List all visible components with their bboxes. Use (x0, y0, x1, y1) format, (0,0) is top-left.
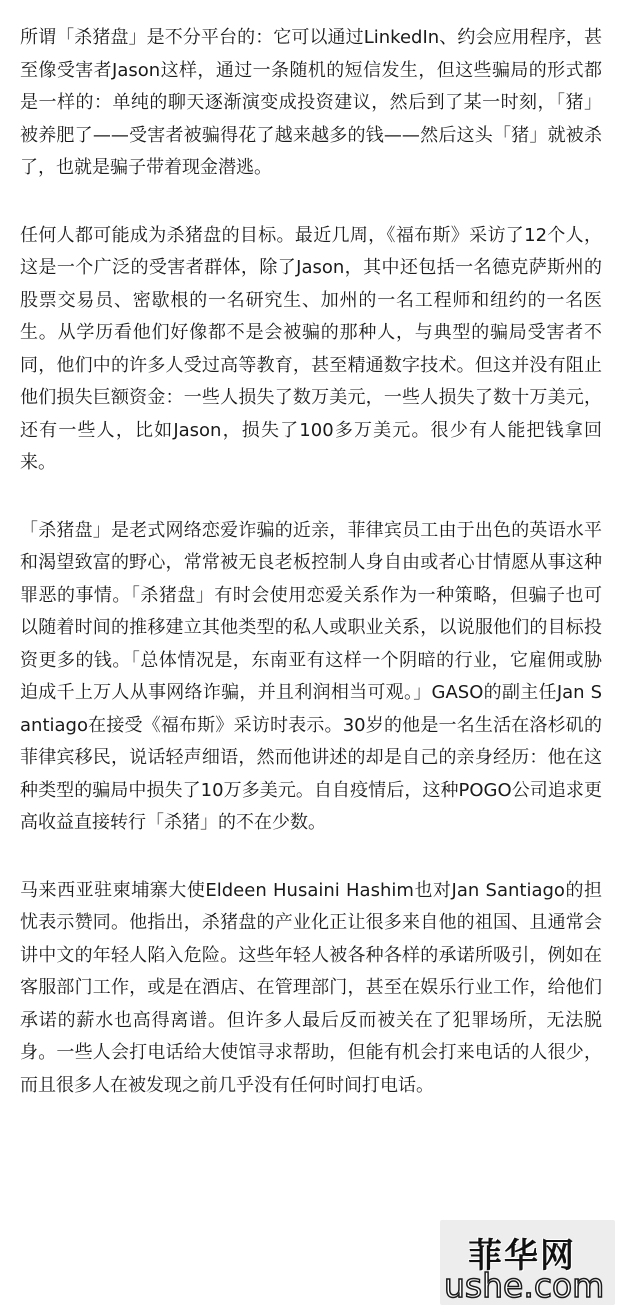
watermark-domain: ushe.com (444, 1266, 605, 1305)
site-watermark (440, 1220, 615, 1305)
article-paragraph-1: 所谓「杀猪盘」是不分平台的：它可以通过LinkedIn、约会应用程序，甚至像受害者Jason这样，通过一条随机的短信发生，但这些骗局的形式都是一样的：单纯的聊天逐渐演变成投资建议，然后到了某一时刻，「猪」被养肥了——受害者被骗得花了越来越多的钱——然后这头「猪」就被杀了，也就是骗子带着现金潜逃。 (20, 27, 602, 178)
watermark-brand: 菲华网 (468, 1236, 576, 1276)
article-paragraph-3: 「杀猪盘」是老式网络恋爱诈骗的近亲，菲律宾员工由于出色的英语水平和渴望致富的野心，常常被无良老板控制人身自由或者心甘情愿从事这种罪恶的事情。「杀猪盘」有时会使用恋爱关系作为一种策略，但骗子也可以随着时间的推移建立其他类型的私人或职业关系，以说服他们的目标投资更多的钱。「总体情况是，东南亚有这样一个阴暗的行业，它雇佣或胁迫成千上万人从事网络诈骗，并且利润相当可观。」GASO的副主任Jan Santiago在接受《福布斯》采访时表示。30岁的他是一名生活在洛杉矶的菲律宾移民，说话轻声细语，然而他讲述的却是自己的亲身经历：他在这种类型的骗局中损失了10万多美元。自自疫情后，这种POGO公司追求更高收益直接转行「杀猪」的不在少数。 (20, 519, 602, 833)
article-paragraph-2: 任何人都可能成为杀猪盘的目标。最近几周，《福布斯》采访了12个人，这是一个广泛的受害者群体，除了Jason，其中还包括一名德克萨斯州的股票交易员、密歇根的一名研究生、加州的一名工程师和纽约的一名医生。从学历看他们好像都不是会被骗的那种人，与典型的骗局受害者不同，他们中的许多人受过高等教育，甚至精通数字技术。但这并没有阻止他们损失巨额资金：一些人损失了数万美元，一些人损失了数十万美元，还有一些人，比如Jason，损失了100多万美元。很少有人能把钱拿回来。 (20, 224, 602, 473)
article-paragraph-4: 马来西亚驻柬埔寨大使Eldeen Husaini Hashim也对Jan Santiago的担忧表示赞同。他指出，杀猪盘的产业化正让很多来自他的祖国、且通常会讲中文的年轻人陷入危险。这些年轻人被各种各样的承诺所吸引，例如在客服部门工作，或是在酒店、在管理部门，甚至在娱乐行业工作，给他们承诺的薪水也高得离谱。但许多人最后反而被关在了犯罪场所，无法脱身。一些人会打电话给大使馆寻求帮助，但能有机会打来电话的人很少，而且很多人在被发现之前几乎没有任何时间打电话。 (20, 879, 602, 1096)
